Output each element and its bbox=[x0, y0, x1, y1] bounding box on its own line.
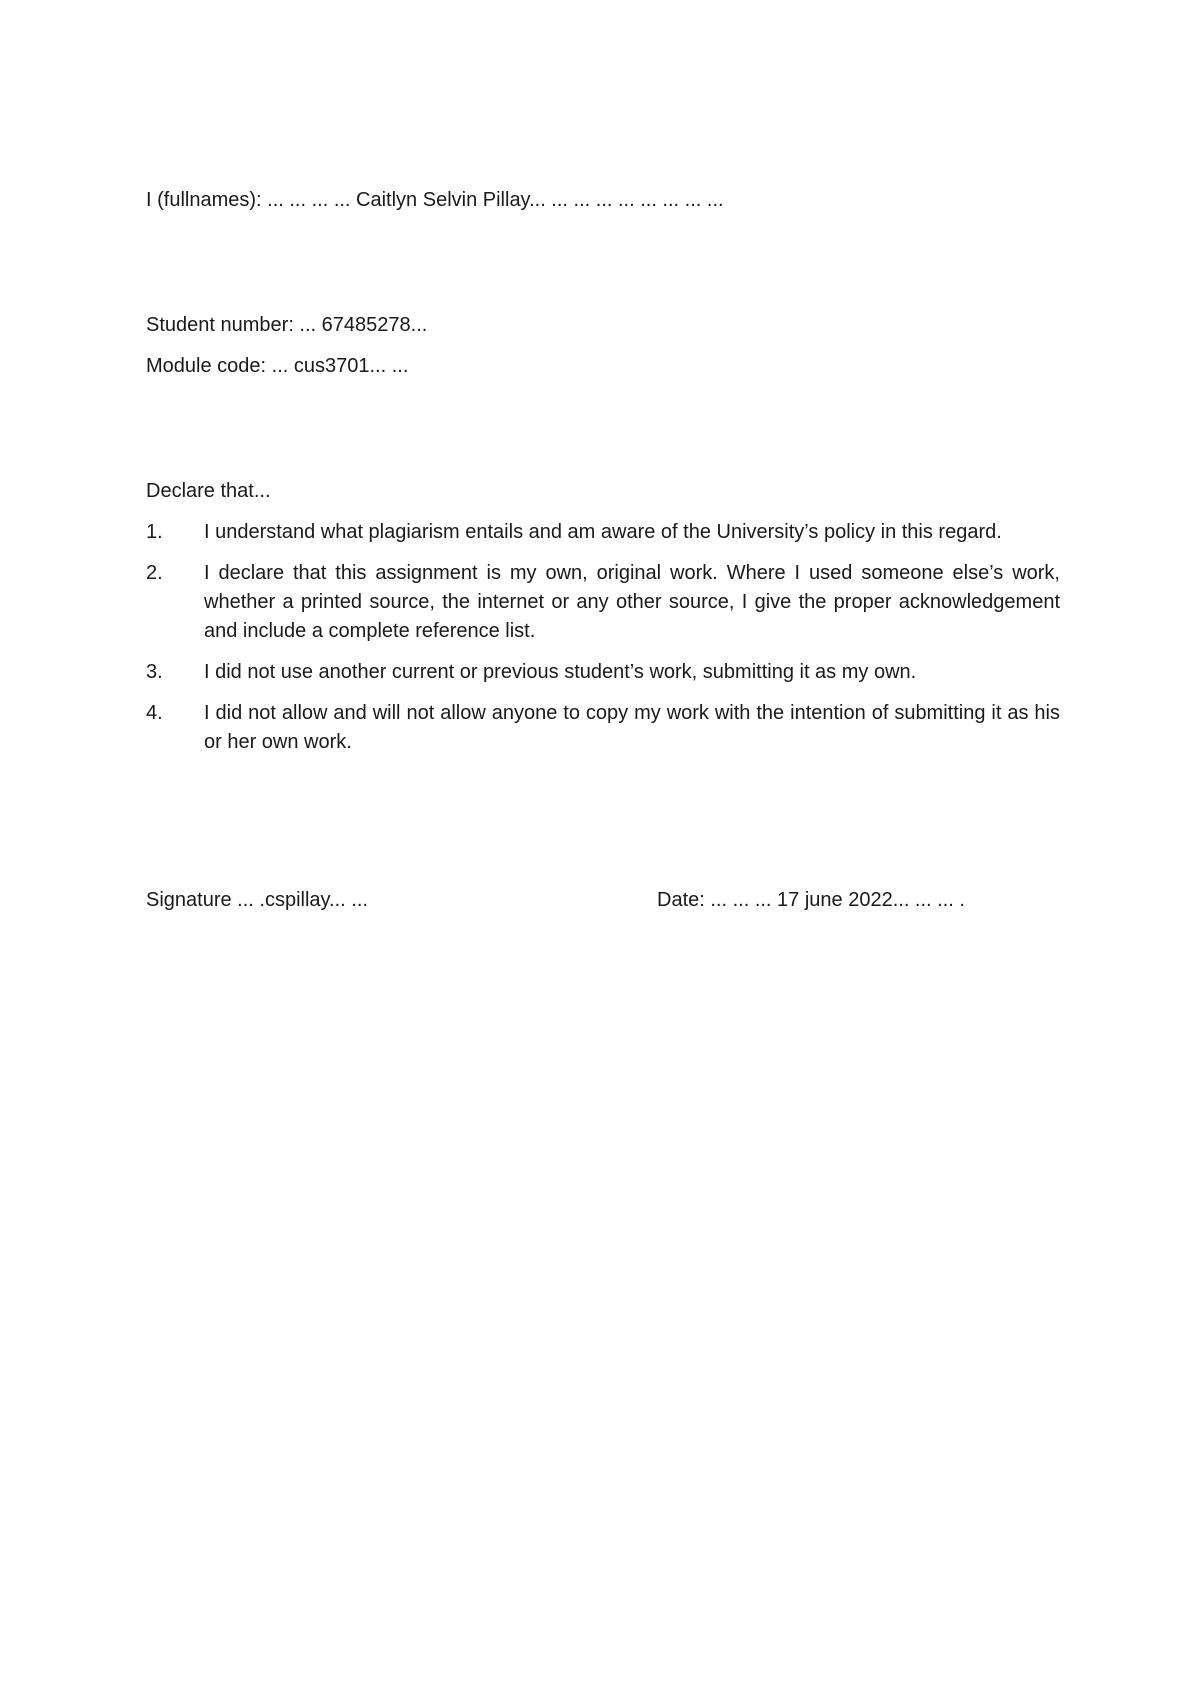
declaration-number: 4. bbox=[146, 702, 163, 724]
declaration-text: I understand what plagiarism entails and am aware of the University’s policy in this regard. bbox=[204, 521, 1002, 543]
declaration-item bbox=[146, 518, 1060, 547]
declaration-text: I declare that this assignment is my own, original work. Where I used someone else’s work, whether a printed source, the internet or any other source, I give the proper acknowledgement and include a complete reference list. bbox=[204, 562, 1060, 642]
declare-intro: Declare that... bbox=[146, 480, 271, 502]
declaration-text: I did not allow and will not allow anyone to copy my work with the intention of submitting it as his or her own work. bbox=[204, 702, 1060, 753]
declaration-number: 3. bbox=[146, 661, 163, 683]
declaration-number: 2. bbox=[146, 562, 163, 584]
declaration-number: 1. bbox=[146, 521, 163, 543]
declaration-text: I did not use another current or previous student’s work, submitting it as my own. bbox=[204, 661, 917, 683]
student-number-line: Student number: ... 67485278... bbox=[146, 314, 428, 336]
declaration-item bbox=[146, 699, 1060, 757]
signature-line: Signature ... .cspillay... ... bbox=[146, 889, 368, 911]
date-line: Date: ... ... ... 17 june 2022... ... ... . bbox=[657, 889, 965, 911]
module-code-line: Module code: ... cus3701... ... bbox=[146, 355, 409, 377]
fullnames-line: I (fullnames): ... ... ... ... Caitlyn Selvin Pillay... ... ... ... ... ... ... ... ... bbox=[146, 189, 724, 211]
declaration-item bbox=[146, 559, 1060, 646]
declaration-list bbox=[146, 518, 1060, 769]
declaration-item bbox=[146, 658, 1060, 687]
